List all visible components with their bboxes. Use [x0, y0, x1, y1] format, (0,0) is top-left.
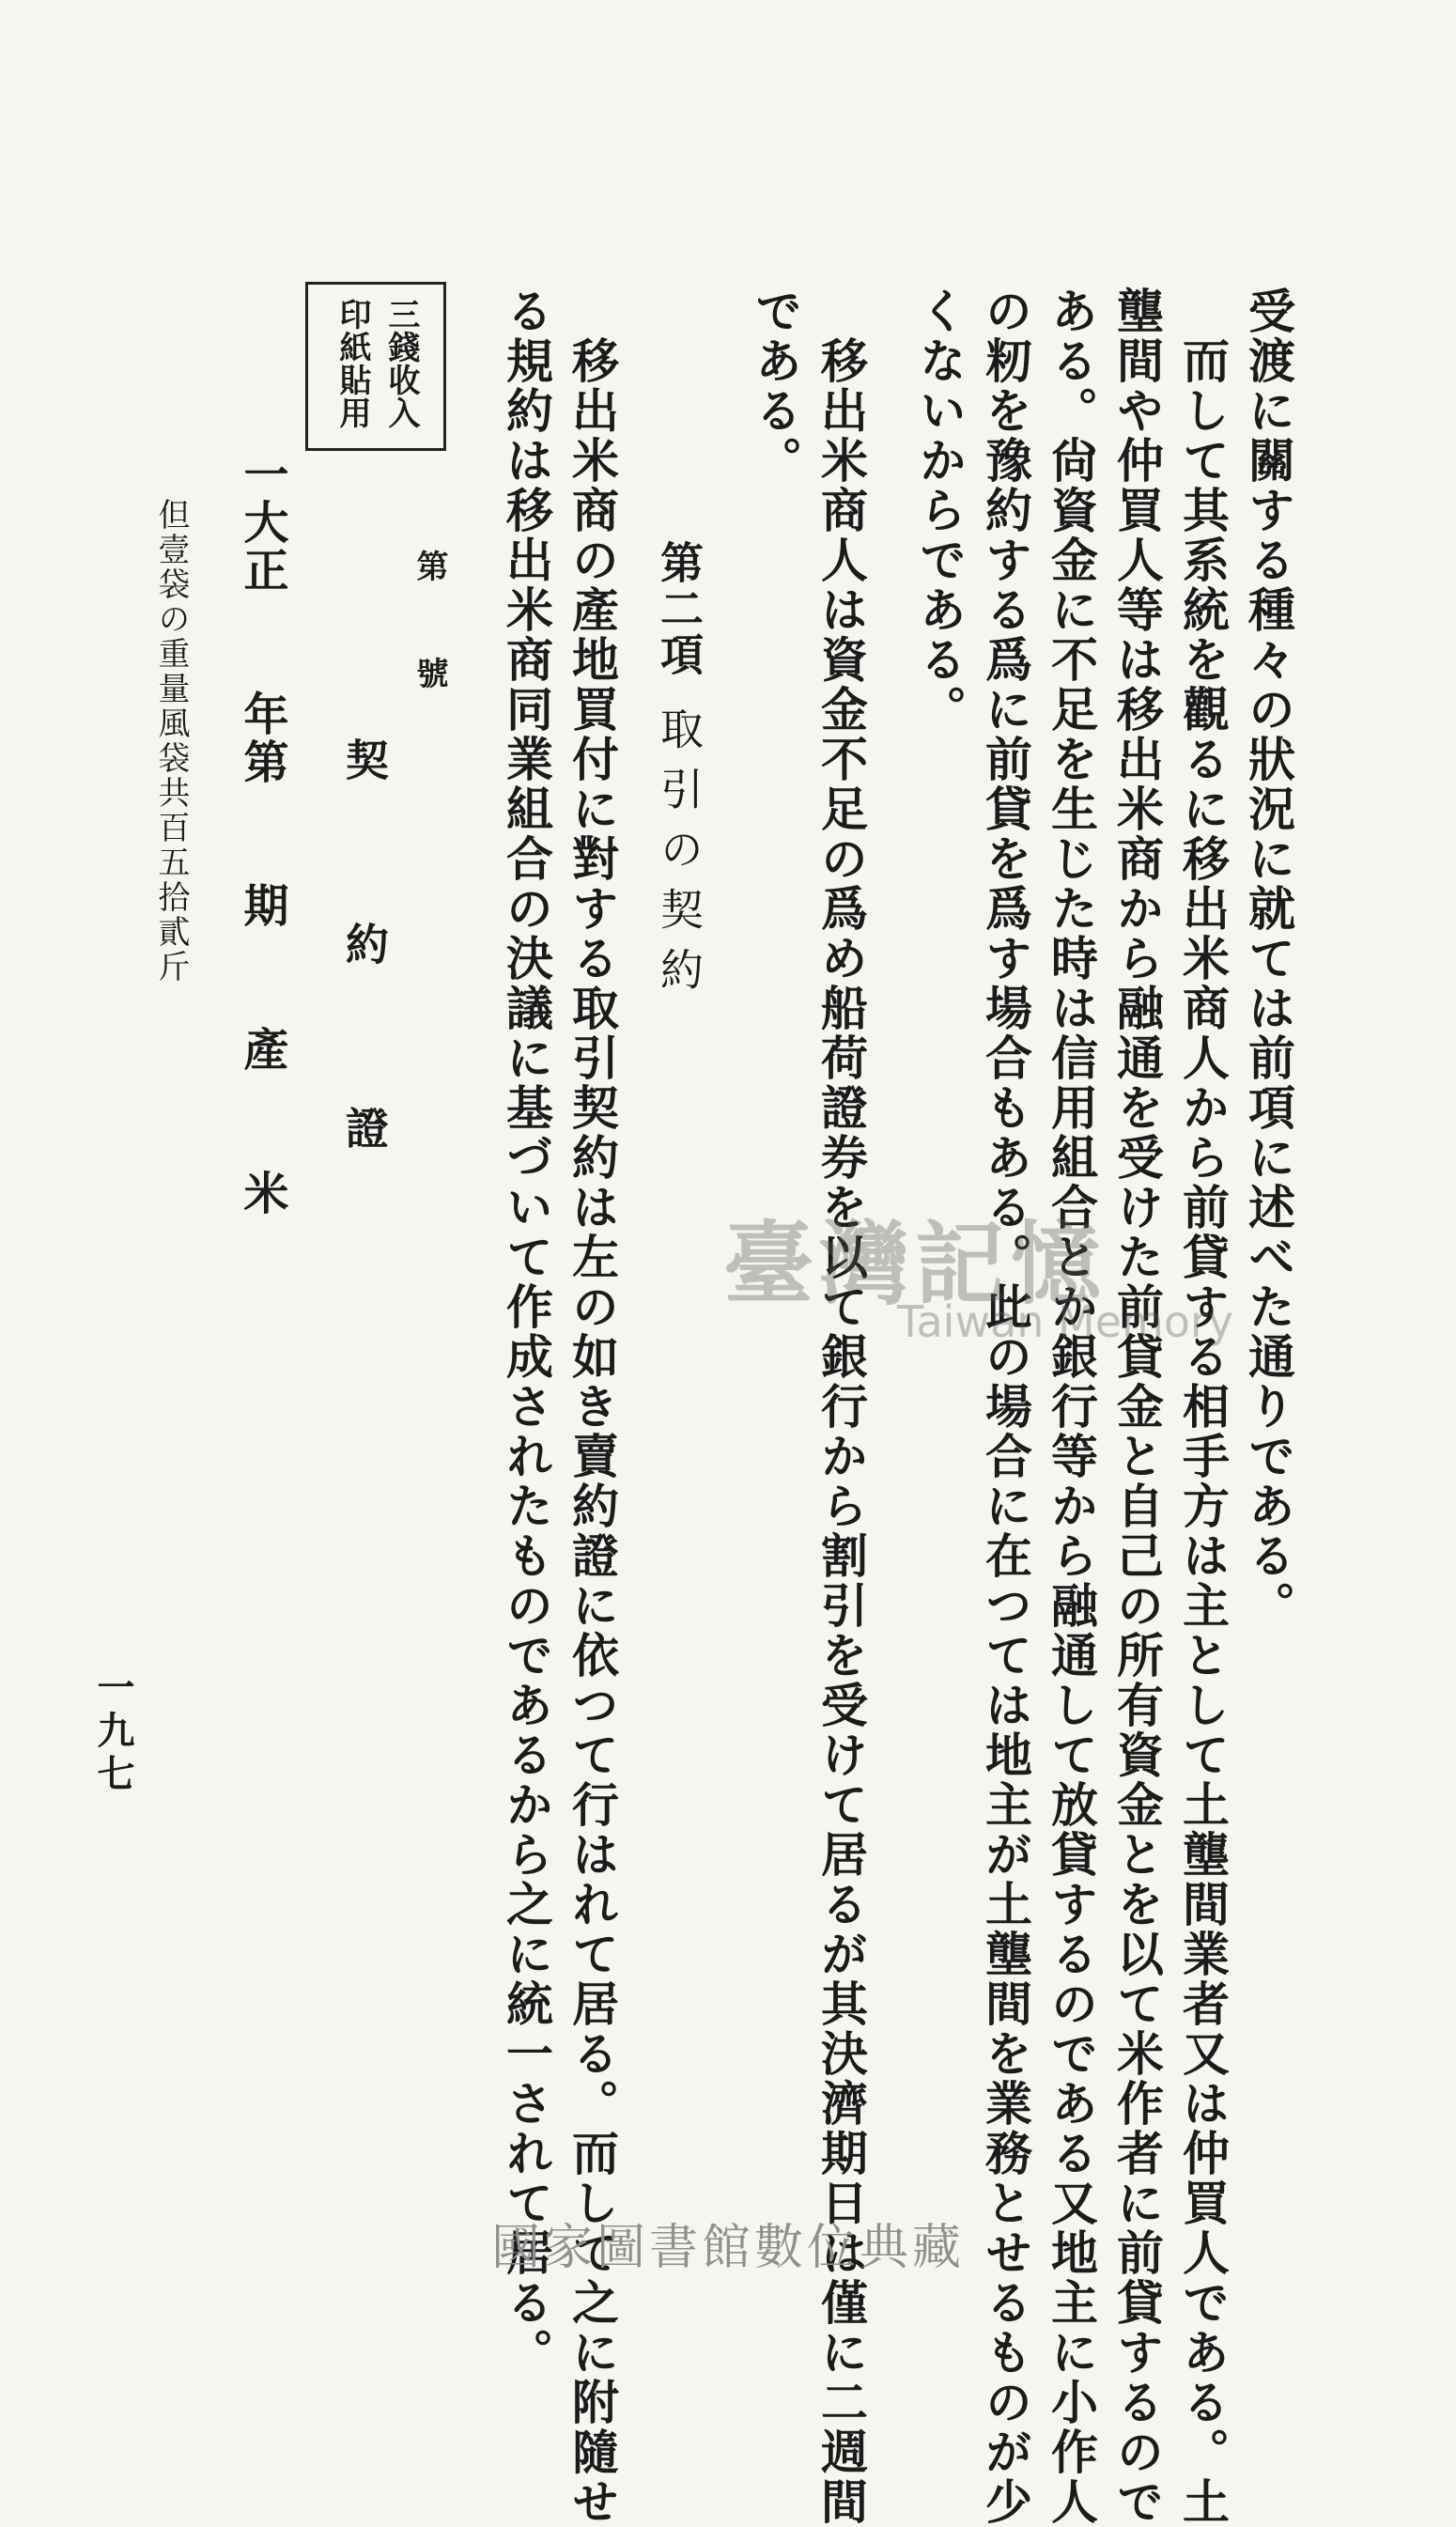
- body2-line-1: 移出米商の產地買付に對する取引契約は左の如き賣約證に依つて行はれて居る。而して之に附隨せ: [565, 287, 620, 2527]
- contract-note: 但壹袋の重量風袋共百五拾貳斤: [152, 498, 190, 984]
- section-heading: [654, 540, 705, 1007]
- stamp-line-1: 三錢收入: [382, 298, 420, 429]
- contract-number-label: 第 號: [410, 550, 448, 692]
- library-footer: 國家圖書館數位典藏: [490, 2220, 965, 2276]
- contract-title: 契約證: [339, 737, 390, 1290]
- section-title: 取引の契約: [654, 706, 705, 1007]
- page-number: 一九七: [91, 1667, 135, 1797]
- body-line-7: 移出米商人は資金不足の爲め船荷證券を以て銀行から割引を受けて居るが其決濟期日は僅に二週間: [813, 287, 869, 2527]
- body-line-2: 而して其系統を觀るに移出米商人から前貸する相手方は主として土壟間業者又は仲買人である。土: [1175, 287, 1231, 2527]
- watermark-latin: Taiwan Memory: [897, 1296, 1234, 1347]
- revenue-stamp-box: [305, 282, 446, 451]
- stamp-line-2: 印紙貼用: [333, 298, 371, 429]
- section-number: 第二項: [654, 540, 705, 678]
- watermark-logo: 臺灣記憶: [723, 1211, 1107, 1317]
- body-line-4: ある。尙資金に不足を生じた時は信用組合とか銀行等から融通して放貸するのである又地主に小作人: [1044, 287, 1099, 2527]
- body-line-3: 壟間や仲買人等は移出米商から融通を受けた前貸金と自己の所有資金とを以て米作者に前貸するので: [1109, 287, 1165, 2527]
- body-line-5: の籾を豫約する爲に前貸を爲す場合もある。此の場合に在つては地主が土壟間を業務とせるものが少: [978, 287, 1033, 2527]
- contract-line: 一大正 年第 期 產 米: [236, 451, 288, 1217]
- body-line-1: 受渡に關する種々の狀況に就ては前項に述べた通りである。: [1241, 287, 1296, 1631]
- body2-line-2: る規約は移出米商同業組合の決議に基づいて作成されたものであるから之に統一されて居る。: [499, 287, 554, 2378]
- body-line-6: くないからである。: [912, 287, 968, 735]
- body-line-8: である。: [748, 287, 803, 486]
